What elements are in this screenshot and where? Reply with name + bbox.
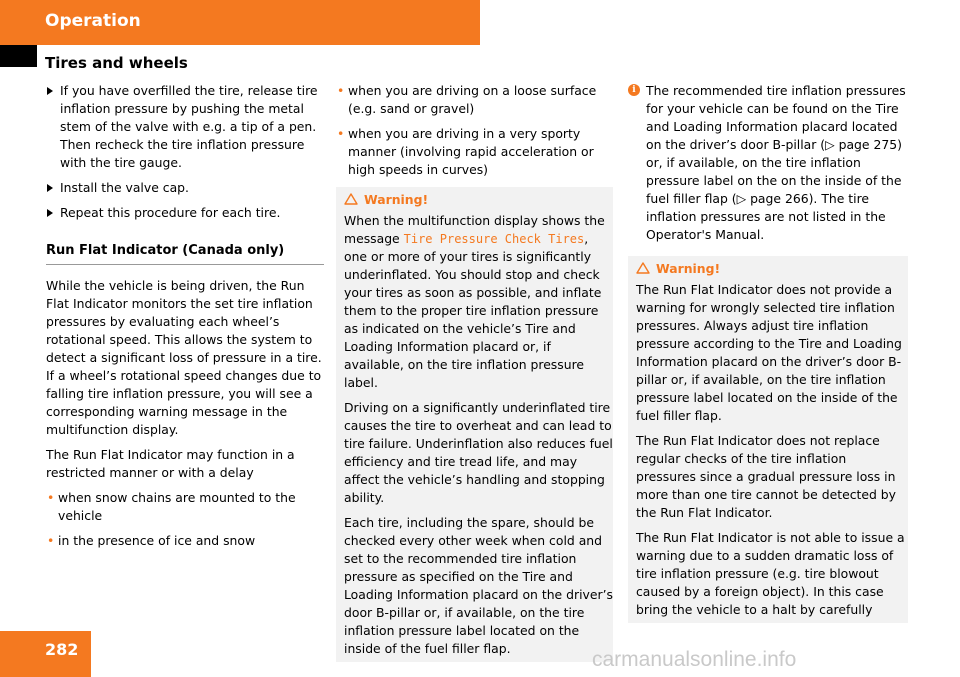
column-3: [628, 82, 908, 623]
subheading: Run Flat Indicator (Canada only): [46, 242, 324, 265]
paragraph: While the vehicle is being driven, the Run Flat Indicator monitors the set tire inflation pressures by evaluating each wheel’s rotational speed. This allows the system to detect a significant loss of pressure in a tire. If a wheel’s rotational speed changes due to falling tire inflation pressure, you will see a corresponding warning message in the multifunction display.: [46, 278, 322, 437]
warning-title: [636, 260, 908, 278]
page-number: 282: [45, 640, 79, 659]
warning-paragraph: [344, 212, 613, 392]
info-note: [628, 82, 908, 244]
step-item: [46, 179, 324, 197]
bullet-icon: •: [337, 126, 345, 141]
bullet-item: [336, 125, 613, 179]
arrow-right-icon: [47, 209, 53, 217]
info-text: The recommended tire inflation pressures for your vehicle can be found on the Tire and Loading Information placard located on the driver’s door B-pillar (▷ page 275) or, if available, on the tire inflation pressure label on the on the inside of the fuel filler flap (▷ page 266). The tire inflation pressures are not listed in the Operator's Manual.: [646, 83, 906, 242]
warning-paragraph: The Run Flat Indicator is not able to issue a warning due to a sudden dramatic loss of tire inflation pressure (e.g. tire blowout caused by a foreign object). In this case bring the vehicle to a halt by carefully: [636, 530, 905, 617]
step-text: If you have overfilled the tire, release tire inflation pressure by pushing the metal stem of the valve with e.g. a tip of a pen. Then recheck the tire inflation pressure with the tire gauge.: [60, 83, 318, 170]
bullet-text: when you are driving on a loose surface (e.g. sand or gravel): [348, 83, 597, 116]
bullet-item: [46, 532, 324, 550]
warning-box: [628, 256, 908, 623]
bullet-item: [336, 82, 613, 118]
step-text: Repeat this procedure for each tire.: [60, 205, 281, 220]
bullet-icon: •: [337, 83, 345, 98]
warning-paragraph: The Run Flat Indicator does not replace regular checks of the tire inflation pressures since a gradual pressure loss in more than one tire cannot be detected by the Run Flat Indicator.: [636, 433, 896, 520]
section-title: Operation: [45, 11, 141, 31]
arrow-right-icon: [47, 87, 53, 95]
bullet-text: when you are driving in a very sporty manner (involving rapid acceleration or high speeds in curves): [348, 126, 594, 177]
column-2: [336, 82, 613, 662]
warning-text: When the multifunction display shows the message: [344, 213, 605, 246]
warning-box: [336, 187, 613, 662]
warning-text: , one or more of your tires is significantly underinflated. You should stop and check your tires as soon as possible, and inflate them to the proper tire inflation pressure as indicated on the vehicle’s Tire and Loading Information placard or, if available, on the tire inflation pressure label.: [344, 231, 602, 390]
step-item: [46, 204, 324, 222]
column-1: [46, 82, 324, 557]
warning-title: [344, 191, 613, 209]
warning-paragraph: Each tire, including the spare, should be checked every other week when cold and set to the recommended tire inflation pressure as specified on the Tire and Loading Information placard on the driver’s door B-pillar or, if available, on the tire inflation pressure label located on the inside of the fuel filler flap.: [344, 515, 613, 656]
warning-paragraph: Driving on a significantly underinflated tire causes the tire to overheat and can lead to tire failure. Underinflation also reduces fuel efficiency and tire tread life, and may affect the vehicle’s handling and stopping ability.: [344, 400, 613, 505]
warning-title-text: Warning!: [364, 192, 429, 207]
info-icon: i: [628, 84, 640, 96]
bullet-icon: •: [47, 533, 55, 548]
display-message: Tire Pressure Check Tires: [403, 232, 585, 246]
bullet-text: in the presence of ice and snow: [58, 533, 256, 548]
paragraph: The Run Flat Indicator may function in a restricted manner or with a delay: [46, 447, 295, 480]
chapter-title: Tires and wheels: [45, 54, 188, 72]
arrow-right-icon: [47, 184, 53, 192]
step-item: [46, 82, 324, 172]
bullet-item: [46, 489, 324, 525]
bullet-icon: •: [47, 490, 55, 505]
watermark: carmanualsonline.info: [592, 648, 797, 671]
warning-triangle-icon: [344, 193, 358, 205]
bullet-text: when snow chains are mounted to the vehicle: [58, 490, 296, 523]
warning-title-text: Warning!: [656, 261, 721, 276]
warning-paragraph: The Run Flat Indicator does not provide a warning for wrongly selected tire inflation pressures. Always adjust tire inflation pressure according to the Tire and Loading Information placard on the driver’s door B-pillar or, if available, on the tire inflation pressure label located on the inside of the fuel filler flap.: [636, 282, 902, 423]
warning-triangle-icon: [636, 262, 650, 274]
chapter-marker: [0, 45, 37, 67]
step-text: Install the valve cap.: [60, 180, 189, 195]
